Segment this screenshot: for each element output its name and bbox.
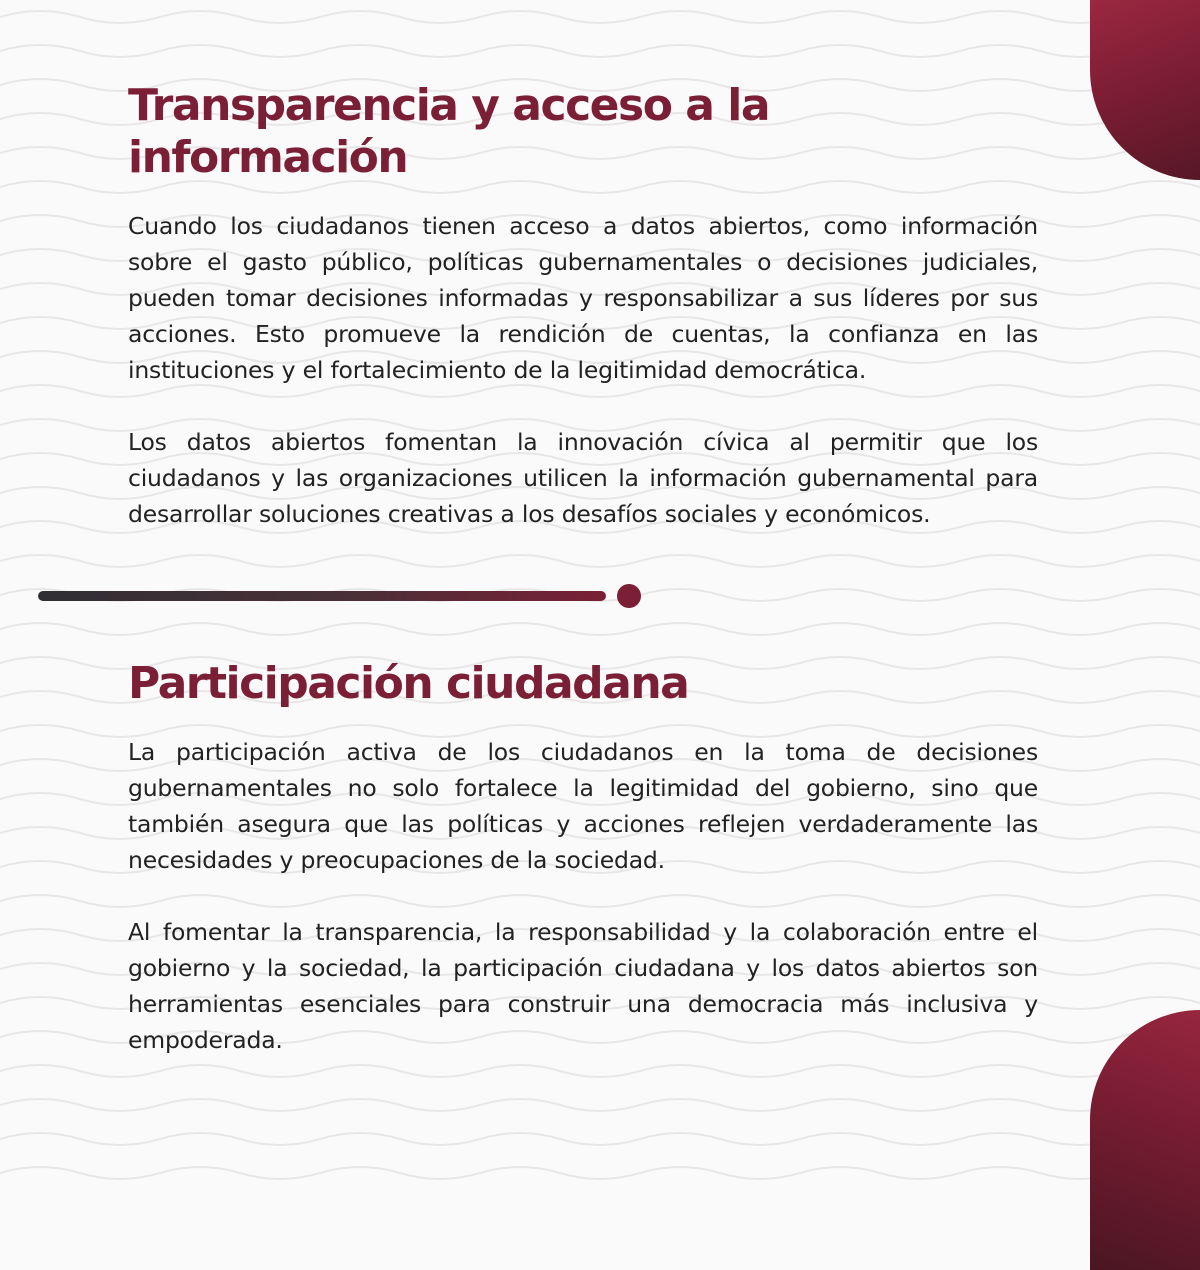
section-divider-dot (617, 584, 641, 608)
section-paragraph: La participación activa de los ciudadanos en la toma de decisiones gubernamentales no solo fortalece la legitimidad del gobierno, sino que también asegura que las políticas y acciones reflejen verdaderamente las necesidades y preocupaciones de la sociedad. (128, 738, 1038, 874)
section-divider-line (38, 591, 606, 601)
section-participacion (128, 658, 1038, 1058)
section-transparencia (128, 80, 1038, 532)
section-title: Transparencia y acceso a la información (128, 80, 770, 183)
section-title: Participación ciudadana (128, 658, 689, 709)
section-paragraph: Los datos abiertos fomentan la innovación cívica al permitir que los ciudadanos y las organizaciones utilicen la información gubernamental para desarrollar soluciones creativas a los desafíos sociales y económicos. (128, 428, 1038, 528)
section-paragraph: Cuando los ciudadanos tienen acceso a datos abiertos, como información sobre el gasto público, políticas gubernamentales o decisiones judiciales, pueden tomar decisiones informadas y responsabilizar a sus líderes por sus acciones. Esto promueve la rendición de cuentas, la confianza en las instituciones y el fortalecimiento de la legitimidad democrática. (128, 212, 1038, 384)
section-paragraph: Al fomentar la transparencia, la responsabilidad y la colaboración entre el gobierno y la sociedad, la participación ciudadana y los datos abiertos son herramientas esenciales para construir una democracia más inclusiva y empoderada. (128, 918, 1038, 1054)
